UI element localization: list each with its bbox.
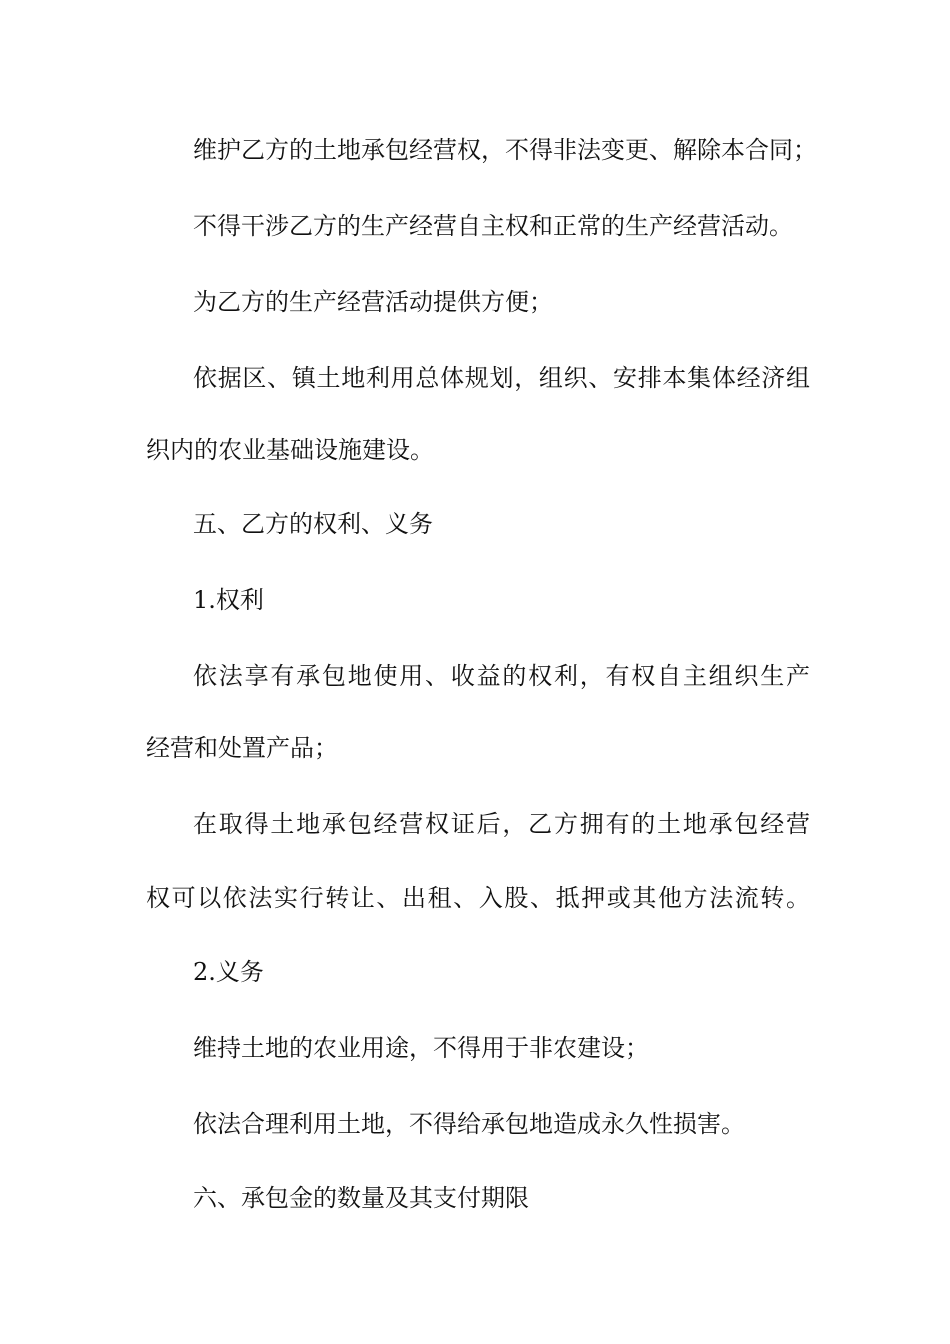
paragraph-line: 维护乙方的土地承包经营权，不得非法变更、解除本合同； (193, 136, 817, 164)
paragraph-line: 不得干涉乙方的生产经营自主权和正常的生产经营活动。 (193, 212, 793, 240)
subsection-heading: 1.权利 (193, 586, 264, 614)
section-heading: 六、承包金的数量及其支付期限 (193, 1184, 529, 1212)
subsection-heading: 2.义务 (193, 958, 264, 986)
paragraph-line: 依法享有承包地使用、收益的权利，有权自主组织生产 (193, 662, 810, 690)
paragraph-line: 织内的农业基础设施建设。 (146, 436, 434, 464)
paragraph-line: 权可以依法实行转让、出租、入股、抵押或其他方法流转。 (146, 884, 810, 912)
paragraph-line: 经营和处置产品； (146, 734, 338, 762)
paragraph-line: 维持土地的农业用途，不得用于非农建设； (193, 1034, 649, 1062)
paragraph-line: 依法合理利用土地，不得给承包地造成永久性损害。 (193, 1110, 745, 1138)
section-heading: 五、乙方的权利、义务 (193, 510, 433, 538)
paragraph-line: 为乙方的生产经营活动提供方便； (193, 288, 553, 316)
paragraph-line: 依据区、镇土地利用总体规划，组织、安排本集体经济组 (193, 364, 810, 392)
paragraph-line: 在取得土地承包经营权证后，乙方拥有的土地承包经营 (193, 810, 810, 838)
